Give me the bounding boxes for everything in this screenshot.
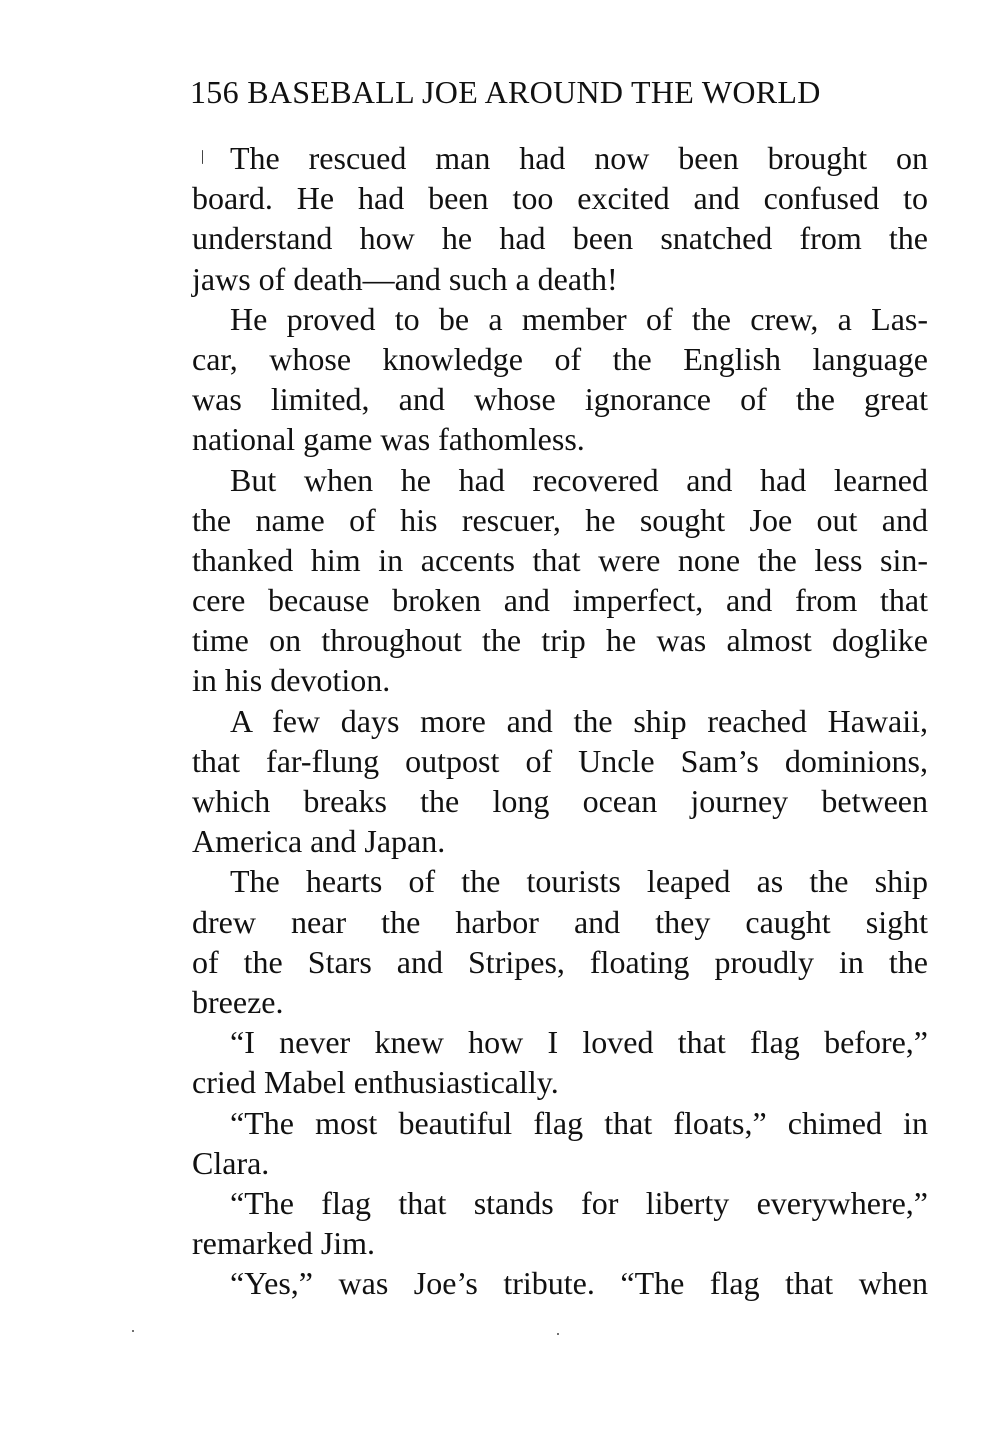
text-line: “Yes,” was Joe’s tribute. “The flag that when xyxy=(230,1265,928,1302)
text-line: thanked him in accents that were none the less sin- xyxy=(192,541,928,578)
text-line: A few days more and the ship reached Hawaii, xyxy=(230,702,928,739)
text-line: “The most beautiful flag that floats,” chimed in xyxy=(230,1104,928,1141)
text-line: was limited, and whose ignorance of the great xyxy=(192,381,928,418)
text-line: time on throughout the trip he was almost doglike xyxy=(192,622,928,659)
text-line: But when he had recovered and had learned xyxy=(230,461,928,498)
body-text xyxy=(192,138,928,1303)
text-line: cere because broken and imperfect, and from that xyxy=(192,582,928,619)
text-line: The hearts of the tourists leaped as the ship xyxy=(230,863,928,900)
print-speck xyxy=(132,1330,134,1332)
text-line: Clara. xyxy=(192,1144,270,1181)
text-line: car, whose knowledge of the English language xyxy=(192,340,928,377)
text-line: The rescued man had now been brought on xyxy=(230,140,928,176)
text-line: that far-flung outpost of Uncle Sam’s dominions, xyxy=(192,742,928,779)
print-speck xyxy=(202,150,203,164)
text-line: understand how he had been snatched from the xyxy=(192,220,928,257)
text-line: in his devotion. xyxy=(192,662,391,699)
text-line: “I never knew how I loved that flag before,” xyxy=(230,1024,928,1061)
text-line: the name of his rescuer, he sought Joe out and xyxy=(192,501,928,538)
text-line: America and Japan. xyxy=(192,823,446,860)
running-head: 156 BASEBALL JOE AROUND THE WORLD xyxy=(190,74,821,110)
text-line: jaws of death—and such a death! xyxy=(192,260,618,297)
text-line: “The flag that stands for liberty everywhere,” xyxy=(230,1184,928,1221)
text-line: national game was fathomless. xyxy=(192,421,585,458)
text-line: breeze. xyxy=(192,983,284,1020)
print-speck xyxy=(557,1333,559,1335)
text-line: remarked Jim. xyxy=(192,1225,376,1262)
text-line: of the Stars and Stripes, floating proudly in the xyxy=(192,943,928,980)
text-line: He proved to be a member of the crew, a Las- xyxy=(230,300,928,337)
text-line: board. He had been too excited and confused to xyxy=(192,180,928,217)
text-line: which breaks the long ocean journey between xyxy=(192,783,928,819)
text-line: cried Mabel enthusiastically. xyxy=(192,1064,559,1101)
text-line: drew near the harbor and they caught sight xyxy=(192,903,928,940)
